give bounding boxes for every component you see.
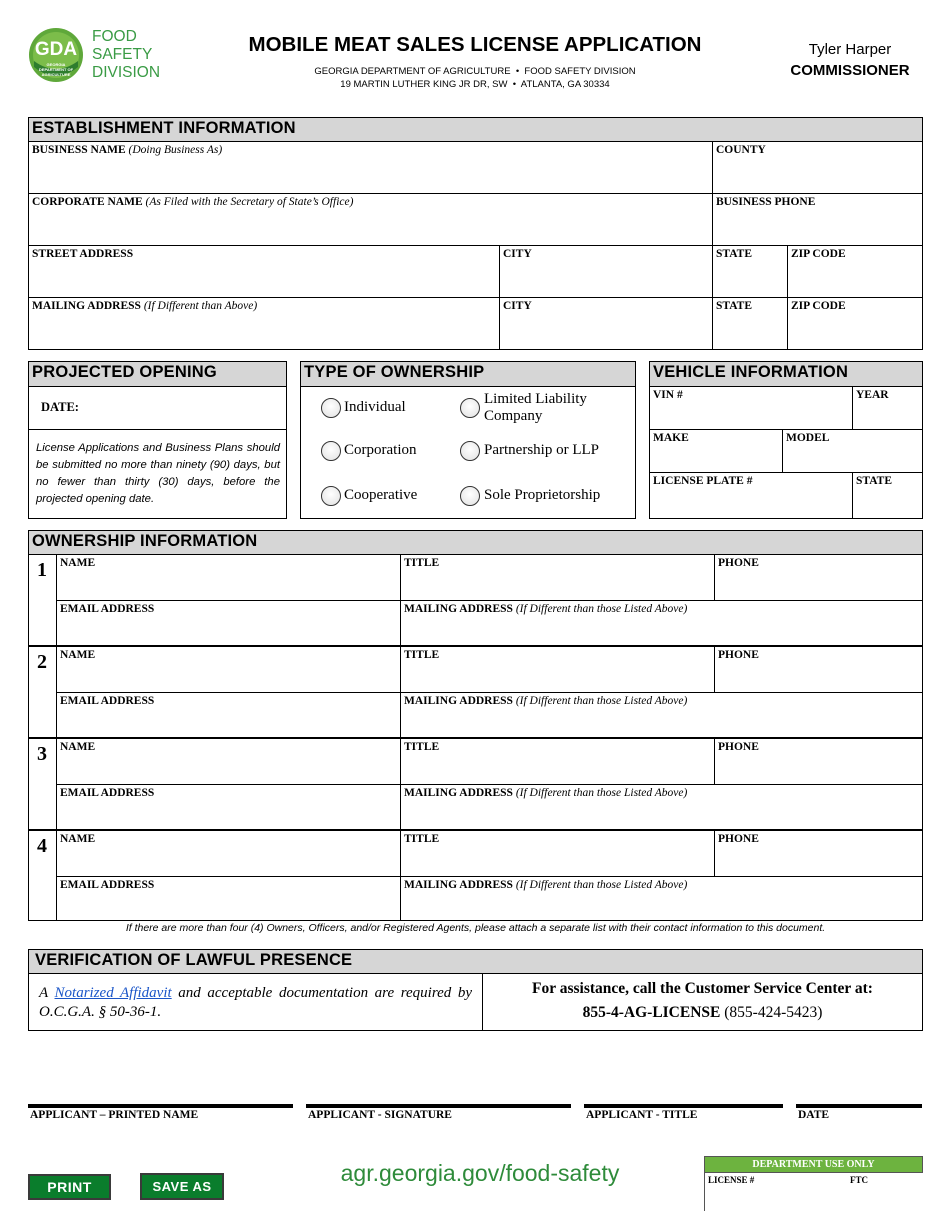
corporate-name-note: (As Filed with the Secretary of State’s Office) — [145, 196, 354, 208]
division-name — [92, 28, 160, 82]
owner-3-phone-field[interactable] — [714, 738, 923, 785]
owner-2-number: 2 — [37, 651, 47, 673]
printed-name-label: APPLICANT – PRINTED NAME — [30, 1109, 199, 1121]
notarized-affidavit-link[interactable]: Notarized Affidavit — [54, 985, 172, 1001]
owner-2-title-label: TITLE — [404, 649, 440, 661]
mailing-address-label: MAILING ADDRESS — [32, 300, 141, 312]
applicant-title-line[interactable] — [584, 1104, 783, 1108]
ftc-field[interactable] — [847, 1172, 923, 1211]
owner-4-phone-label: PHONE — [718, 833, 759, 845]
opening-note-box — [28, 429, 287, 519]
owner-4-name-field[interactable] — [56, 830, 401, 877]
owner-4-title-label: TITLE — [404, 833, 440, 845]
state-field[interactable] — [712, 245, 788, 298]
subtitle-2: 19 MARTIN LUTHER KING JR DR, SW • ATLANTA, GA 30334 — [340, 79, 610, 90]
owner-3-email-field[interactable] — [56, 784, 401, 830]
radio-llc[interactable] — [460, 398, 480, 418]
verification-heading: VERIFICATION OF LAWFUL PRESENCE — [28, 949, 923, 974]
mailing-address-field[interactable] — [28, 297, 500, 350]
year-label: YEAR — [856, 389, 889, 401]
corporate-name-field[interactable] — [28, 193, 713, 246]
vehicle-state-field[interactable] — [852, 472, 923, 519]
business-phone-label: BUSINESS PHONE — [716, 196, 816, 208]
owner-1-email-field[interactable] — [56, 600, 401, 646]
owner-3-title-label: TITLE — [404, 741, 440, 753]
owner-1-mailing-field[interactable] — [400, 600, 923, 646]
owner-4-email-field[interactable] — [56, 876, 401, 921]
owner-2-name-label: NAME — [60, 649, 96, 661]
make-field[interactable] — [649, 429, 783, 473]
radio-sole-proprietorship[interactable] — [460, 486, 480, 506]
owner-1-phone-field[interactable] — [714, 554, 923, 601]
owner-1-title-label: TITLE — [404, 557, 440, 569]
opening-note: License Applications and Business Plans should be submitted no more than ninety (90) days, but no fewer than thirty (30) days, before the projected opening date. — [36, 442, 280, 505]
model-field[interactable] — [782, 429, 923, 473]
owner-4-name-label: NAME — [60, 833, 96, 845]
owner-3-number: 3 — [37, 743, 47, 765]
year-field[interactable] — [852, 386, 923, 430]
subtitle-1: GEORGIA DEPARTMENT OF AGRICULTURE • FOOD SAFETY DIVISION — [314, 66, 636, 77]
owner-1-title-field[interactable] — [400, 554, 715, 601]
owner-3-email-label: EMAIL ADDRESS — [60, 787, 155, 799]
mailing-state-label: STATE — [716, 300, 753, 312]
owner-1-mailing-label: MAILING ADDRESS — [404, 603, 513, 615]
opening-date-label: DATE: — [41, 400, 79, 414]
mailing-city-field[interactable] — [499, 297, 713, 350]
assistance-phone-vanity: 855-4-AG-LICENSE — [582, 1004, 721, 1021]
owner-2-email-field[interactable] — [56, 692, 401, 738]
save-as-button[interactable]: SAVE AS — [140, 1173, 224, 1200]
division-line3: DIVISION — [92, 64, 161, 81]
zip-label: ZIP CODE — [791, 248, 846, 260]
logo-ring-text: GEORGIA DEPARTMENT OF AGRICULTURE — [38, 62, 74, 77]
opening-heading: PROJECTED OPENING — [28, 361, 287, 387]
mailing-zip-label: ZIP CODE — [791, 300, 846, 312]
license-number-label: LICENSE # — [708, 1175, 755, 1185]
vehicle-heading: VEHICLE INFORMATION — [649, 361, 923, 387]
establishment-heading: ESTABLISHMENT INFORMATION — [28, 117, 923, 142]
owner-3-name-field[interactable] — [56, 738, 401, 785]
verification-text — [39, 984, 472, 1022]
label-partnership: Partnership or LLP — [484, 442, 599, 458]
county-label: COUNTY — [716, 144, 766, 156]
owner-1-email-label: EMAIL ADDRESS — [60, 603, 155, 615]
owner-2-mailing-note: (If Different than those Listed Above) — [515, 695, 688, 707]
dept-use-box — [704, 1156, 923, 1211]
owner-2-mailing-label: MAILING ADDRESS — [404, 695, 513, 707]
vin-label: VIN # — [653, 389, 683, 401]
verification-text-box — [28, 973, 483, 1031]
owner-4-mailing-note: (If Different than those Listed Above) — [515, 879, 688, 891]
city-field[interactable] — [499, 245, 713, 298]
owner-4-mailing-field[interactable] — [400, 876, 923, 921]
street-address-label: STREET ADDRESS — [32, 248, 134, 260]
mailing-zip-field[interactable] — [787, 297, 923, 350]
owner-2-title-field[interactable] — [400, 646, 715, 693]
owner-4-mailing-label: MAILING ADDRESS — [404, 879, 513, 891]
business-name-note: (Doing Business As) — [128, 144, 223, 156]
owner-2-phone-field[interactable] — [714, 646, 923, 693]
assistance-phone-number: (855-424-5423) — [724, 1004, 823, 1021]
radio-corporation[interactable] — [321, 441, 341, 461]
signature-line[interactable] — [306, 1104, 571, 1108]
owner-3-mailing-label: MAILING ADDRESS — [404, 787, 513, 799]
commissioner-title: COMMISSIONER — [790, 62, 910, 79]
verification-text-a: A — [39, 985, 48, 1001]
owner-2-mailing-field[interactable] — [400, 692, 923, 738]
make-label: MAKE — [653, 432, 689, 444]
business-name-label: BUSINESS NAME — [32, 144, 126, 156]
owner-4-number: 4 — [37, 835, 47, 857]
assistance-box — [482, 973, 923, 1031]
radio-individual[interactable] — [321, 398, 341, 418]
business-phone-field[interactable] — [712, 193, 923, 246]
vin-field[interactable] — [649, 386, 853, 430]
owner-3-title-field[interactable] — [400, 738, 715, 785]
corporate-name-label: CORPORATE NAME — [32, 196, 143, 208]
printed-name-line[interactable] — [28, 1104, 293, 1108]
assistance-line: For assistance, call the Customer Service Center at: — [532, 980, 873, 997]
owner-4-email-label: EMAIL ADDRESS — [60, 879, 155, 891]
print-button[interactable]: PRINT — [28, 1174, 111, 1200]
owner-4-title-field[interactable] — [400, 830, 715, 877]
date-line[interactable] — [796, 1104, 922, 1108]
label-sole-proprietorship: Sole Proprietorship — [484, 487, 601, 503]
mailing-city-label: CITY — [503, 300, 532, 312]
business-name-field[interactable] — [28, 141, 713, 194]
owner-1-number: 1 — [37, 559, 47, 581]
owner-3-mailing-field[interactable] — [400, 784, 923, 830]
owner-1-mailing-note: (If Different than those Listed Above) — [515, 603, 688, 615]
label-llc: Limited Liability Company — [484, 391, 587, 424]
page-title: MOBILE MEAT SALES LICENSE APPLICATION — [248, 33, 702, 56]
owner-1-name-field[interactable] — [56, 554, 401, 601]
dept-use-heading: DEPARTMENT USE ONLY — [705, 1157, 922, 1172]
license-number-field[interactable] — [705, 1172, 848, 1211]
zip-field[interactable] — [787, 245, 923, 298]
vehicle-state-label: STATE — [856, 475, 893, 487]
mailing-state-field[interactable] — [712, 297, 788, 350]
opening-date-field[interactable] — [28, 386, 287, 430]
owner-1-name-label: NAME — [60, 557, 96, 569]
gda-logo — [28, 27, 84, 83]
label-corporation: Corporation — [344, 442, 417, 458]
applicant-title-label: APPLICANT - TITLE — [586, 1109, 698, 1121]
ownership-type-heading: TYPE OF OWNERSHIP — [300, 361, 636, 387]
owner-3-mailing-note: (If Different than those Listed Above) — [515, 787, 688, 799]
ownership-info-heading: OWNERSHIP INFORMATION — [28, 530, 923, 555]
owner-3-phone-label: PHONE — [718, 741, 759, 753]
website-url: agr.georgia.gov/food-safety — [340, 1160, 620, 1186]
ftc-label: FTC — [850, 1175, 868, 1185]
owner-2-name-field[interactable] — [56, 646, 401, 693]
label-cooperative: Cooperative — [344, 487, 418, 503]
city-label: CITY — [503, 248, 532, 260]
state-label: STATE — [716, 248, 753, 260]
division-line2: SAFETY — [92, 46, 153, 63]
radio-partnership[interactable] — [460, 441, 480, 461]
model-label: MODEL — [786, 432, 830, 444]
owner-2-email-label: EMAIL ADDRESS — [60, 695, 155, 707]
owner-3-name-label: NAME — [60, 741, 96, 753]
owners-footnote: If there are more than four (4) Owners, Officers, and/or Registered Agents, please attach a separate list with their contact information to this document. — [125, 922, 826, 934]
verification-text-b: and acceptable documentation are required by O.C.G.A. § 50-36-1. — [39, 985, 473, 1020]
label-individual: Individual — [344, 399, 406, 415]
street-address-field[interactable] — [28, 245, 500, 298]
county-field[interactable] — [712, 141, 923, 194]
logo-text: GDA — [34, 39, 78, 60]
signature-label: APPLICANT - SIGNATURE — [308, 1109, 452, 1121]
division-line1: FOOD — [92, 28, 137, 45]
owner-2-phone-label: PHONE — [718, 649, 759, 661]
assistance-phone — [483, 1004, 922, 1022]
commissioner-name: Tyler Harper — [808, 41, 892, 58]
mailing-address-note: (If Different than Above) — [143, 300, 258, 312]
date-label: DATE — [798, 1109, 830, 1121]
radio-cooperative[interactable] — [321, 486, 341, 506]
license-plate-label: LICENSE PLATE # — [653, 475, 753, 487]
license-plate-field[interactable] — [649, 472, 853, 519]
owner-4-phone-field[interactable] — [714, 830, 923, 877]
owner-1-phone-label: PHONE — [718, 557, 759, 569]
